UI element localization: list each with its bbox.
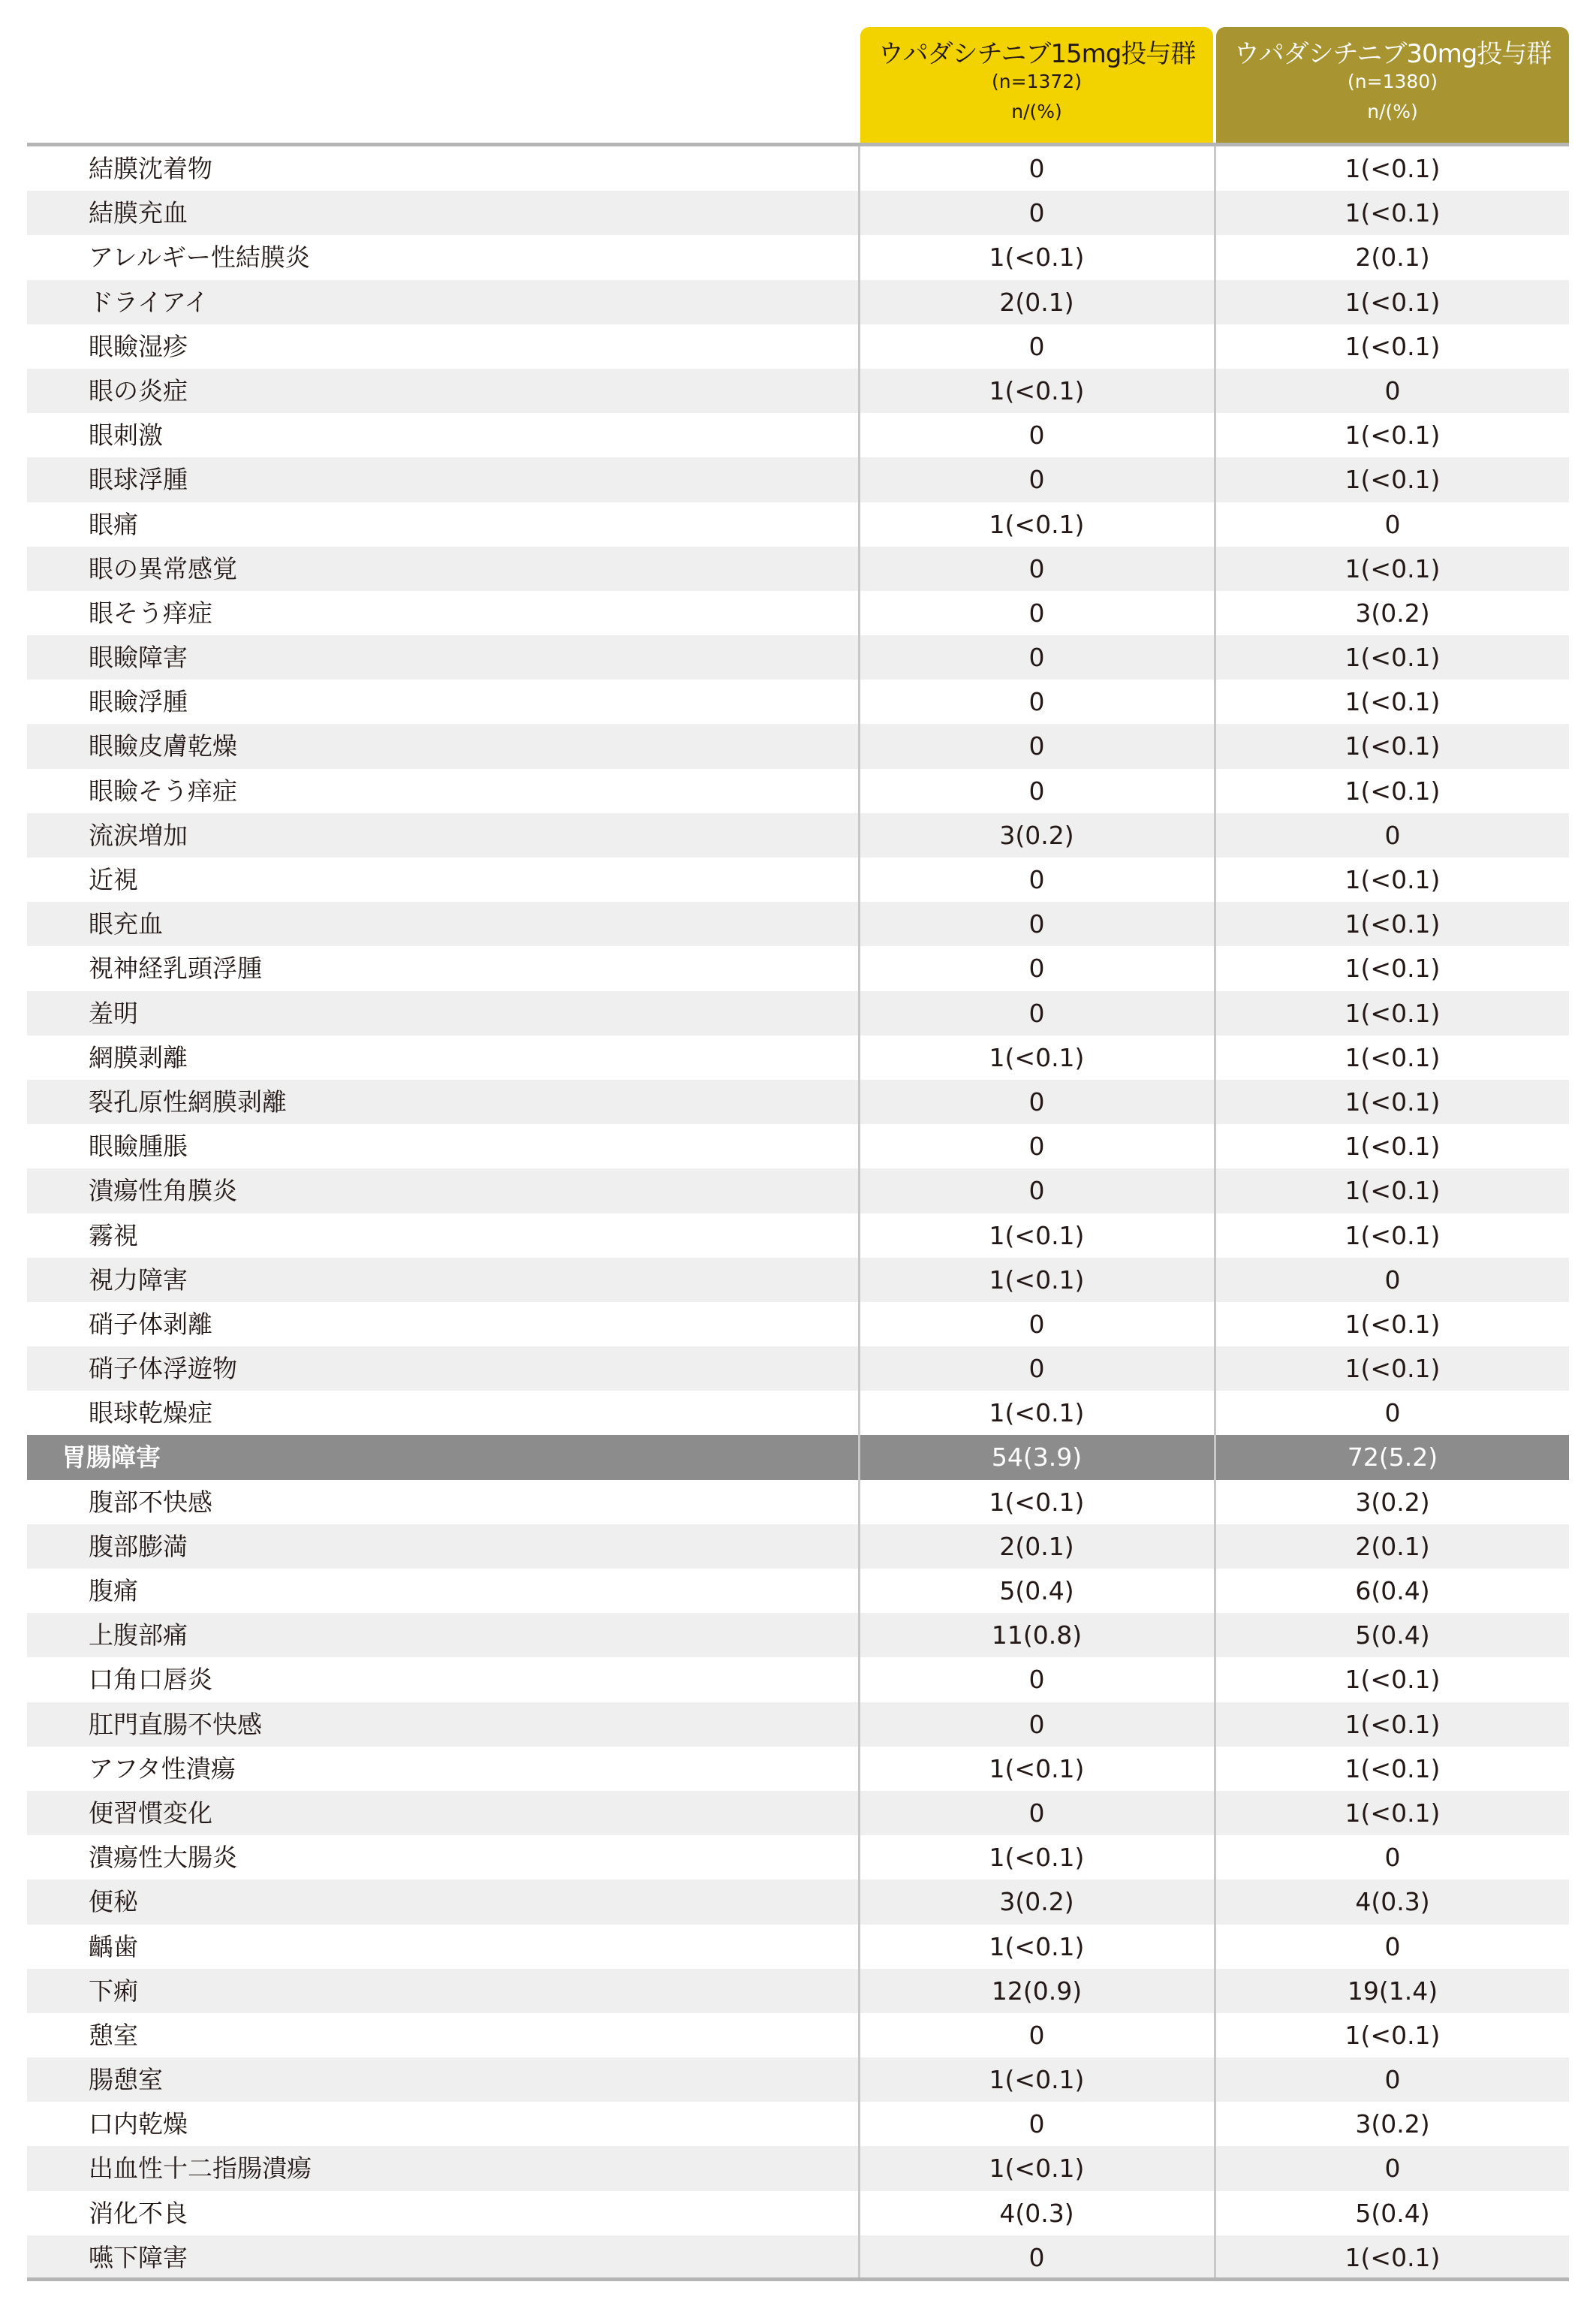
table-row bbox=[27, 858, 1569, 902]
table-row bbox=[27, 1925, 1569, 1969]
event-name: 口角口唇炎 bbox=[89, 1665, 212, 1695]
event-name: 嚥下障害 bbox=[89, 2242, 188, 2272]
value-30mg: 1(<0.1) bbox=[1345, 954, 1441, 984]
value-15mg: 0 bbox=[1028, 776, 1045, 806]
event-name: 裂孔原性網膜剥離 bbox=[89, 1087, 287, 1117]
event-name: ドライアイ bbox=[89, 287, 209, 317]
value-30mg: 1(<0.1) bbox=[1345, 198, 1441, 228]
value-30mg: 5(0.4) bbox=[1355, 1620, 1430, 1650]
value-30mg: 3(0.2) bbox=[1355, 1487, 1430, 1517]
event-name: 出血性十二指腸潰瘍 bbox=[89, 2154, 312, 2184]
value-30mg: 0 bbox=[1384, 1398, 1401, 1428]
value-15mg: 1(<0.1) bbox=[989, 375, 1085, 405]
event-name: 網膜剥離 bbox=[89, 1042, 188, 1072]
value-15mg: 0 bbox=[1028, 687, 1045, 717]
value-30mg: 0 bbox=[1384, 1265, 1401, 1295]
value-15mg: 0 bbox=[1028, 465, 1045, 495]
value-15mg: 0 bbox=[1028, 198, 1045, 228]
table-row bbox=[27, 280, 1569, 324]
value-15mg: 0 bbox=[1028, 1709, 1045, 1739]
value-30mg: 1(<0.1) bbox=[1345, 2020, 1441, 2050]
value-15mg: 3(0.2) bbox=[999, 820, 1074, 850]
value-30mg: 1(<0.1) bbox=[1345, 865, 1441, 894]
value-15mg: 0 bbox=[1028, 154, 1045, 183]
value-15mg: 0 bbox=[1028, 2242, 1045, 2272]
event-name: 腹痛 bbox=[89, 1576, 138, 1605]
value-15mg: 5(0.4) bbox=[999, 1576, 1074, 1605]
table-row bbox=[27, 769, 1569, 813]
value-30mg: 6(0.4) bbox=[1355, 1576, 1430, 1605]
event-name: 結膜沈着物 bbox=[89, 154, 212, 183]
table-row bbox=[27, 1035, 1569, 1080]
table-row bbox=[27, 1969, 1569, 2013]
event-name: 霧視 bbox=[89, 1220, 138, 1250]
value-15mg: 1(<0.1) bbox=[989, 1843, 1085, 1873]
table-row bbox=[27, 1791, 1569, 1835]
value-15mg: 1(<0.1) bbox=[989, 1487, 1085, 1517]
value-30mg: 1(<0.1) bbox=[1345, 1665, 1441, 1695]
value-15mg: 0 bbox=[1028, 1309, 1045, 1339]
value-30mg: 1(<0.1) bbox=[1345, 998, 1441, 1028]
value-30mg: 0 bbox=[1384, 1843, 1401, 1873]
value-15mg: 0 bbox=[1028, 553, 1045, 583]
event-name: 視神経乳頭浮腫 bbox=[89, 954, 262, 984]
value-30mg: 1(<0.1) bbox=[1345, 2242, 1441, 2272]
value-30mg: 1(<0.1) bbox=[1345, 331, 1441, 361]
table-row bbox=[27, 902, 1569, 946]
event-name: 眼の異常感覚 bbox=[89, 553, 237, 583]
value-15mg: 0 bbox=[1028, 1798, 1045, 1828]
table-row bbox=[27, 191, 1569, 235]
event-name: 眼球浮腫 bbox=[89, 465, 188, 495]
value-30mg: 0 bbox=[1384, 1931, 1401, 1961]
event-name: 眼瞼腫脹 bbox=[89, 1132, 188, 1162]
header-group-30mg bbox=[1216, 27, 1569, 143]
value-15mg: 1(<0.1) bbox=[989, 1265, 1085, 1295]
value-30mg: 1(<0.1) bbox=[1345, 1709, 1441, 1739]
event-name: 眼そう痒症 bbox=[89, 598, 212, 628]
table-bottom-rule bbox=[27, 2277, 1569, 2281]
table-row bbox=[27, 1302, 1569, 1346]
table-row bbox=[27, 2057, 1569, 2102]
group-30mg-n: (n=1380) bbox=[1348, 71, 1438, 92]
value-30mg: 1(<0.1) bbox=[1345, 776, 1441, 806]
event-name: 便秘 bbox=[89, 1887, 138, 1917]
table-row bbox=[27, 457, 1569, 502]
event-name: 眼球乾燥症 bbox=[89, 1398, 212, 1428]
table-row bbox=[27, 1569, 1569, 1613]
event-name: 便習慣変化 bbox=[89, 1798, 212, 1828]
event-name: アレルギー性結膜炎 bbox=[89, 243, 310, 273]
event-name: 眼瞼そう痒症 bbox=[89, 776, 237, 806]
value-15mg: 0 bbox=[1028, 1665, 1045, 1695]
value-30mg: 1(<0.1) bbox=[1345, 1354, 1441, 1384]
value-30mg: 1(<0.1) bbox=[1345, 1753, 1441, 1783]
value-15mg: 0 bbox=[1028, 865, 1045, 894]
value-15mg: 1(<0.1) bbox=[989, 2154, 1085, 2184]
value-30mg: 0 bbox=[1384, 2065, 1401, 2095]
group-30mg-unit: n/(%) bbox=[1367, 101, 1418, 122]
value-30mg: 3(0.2) bbox=[1355, 598, 1430, 628]
event-name: 流涙増加 bbox=[89, 820, 188, 850]
value-15mg: 12(0.9) bbox=[991, 1976, 1083, 2006]
table-row bbox=[27, 591, 1569, 635]
table-row bbox=[27, 1835, 1569, 1879]
event-name: 潰瘍性角膜炎 bbox=[89, 1176, 237, 1206]
value-15mg: 0 bbox=[1028, 1354, 1045, 1384]
event-name: 下痢 bbox=[89, 1976, 138, 2006]
event-name: 消化不良 bbox=[89, 2198, 188, 2228]
group-15mg-title: ウパダシチニブ15mg投与群 bbox=[878, 39, 1196, 69]
value-15mg: 0 bbox=[1028, 331, 1045, 361]
value-30mg: 1(<0.1) bbox=[1345, 731, 1441, 761]
event-name: 眼刺激 bbox=[89, 421, 163, 451]
event-name: 腹部膨満 bbox=[89, 1531, 188, 1561]
value-30mg: 1(<0.1) bbox=[1345, 465, 1441, 495]
category-row bbox=[27, 1435, 1569, 1479]
event-name: 硝子体浮遊物 bbox=[89, 1354, 237, 1384]
table-row bbox=[27, 1879, 1569, 1924]
value-15mg: 1(<0.1) bbox=[989, 1042, 1085, 1072]
table-row bbox=[27, 680, 1569, 724]
event-name: 眼充血 bbox=[89, 909, 163, 939]
event-name: 眼瞼障害 bbox=[89, 643, 188, 673]
event-name: 硝子体剥離 bbox=[89, 1309, 212, 1339]
table-row bbox=[27, 1524, 1569, 1569]
group-30mg-title: ウパダシチニブ30mg投与群 bbox=[1233, 39, 1552, 69]
value-15mg: 2(0.1) bbox=[999, 1531, 1074, 1561]
event-name: 眼痛 bbox=[89, 509, 138, 539]
event-name: 眼瞼湿疹 bbox=[89, 331, 188, 361]
event-name: 上腹部痛 bbox=[89, 1620, 188, 1650]
table-row bbox=[27, 1702, 1569, 1747]
table-row bbox=[27, 146, 1569, 191]
group-15mg-unit: n/(%) bbox=[1011, 101, 1062, 122]
table-row bbox=[27, 1124, 1569, 1168]
table-row bbox=[27, 1613, 1569, 1657]
event-name: アフタ性潰瘍 bbox=[89, 1753, 236, 1783]
value-15mg: 1(<0.1) bbox=[989, 2065, 1085, 2095]
table-row bbox=[27, 724, 1569, 768]
table-row bbox=[27, 946, 1569, 990]
event-name: 眼の炎症 bbox=[89, 375, 188, 405]
value-15mg: 0 bbox=[1028, 598, 1045, 628]
event-name: 口内乾燥 bbox=[89, 2109, 188, 2139]
value-30mg: 1(<0.1) bbox=[1345, 553, 1441, 583]
value-30mg: 1(<0.1) bbox=[1345, 1176, 1441, 1206]
table-row bbox=[27, 1391, 1569, 1435]
value-15mg: 1(<0.1) bbox=[989, 1753, 1085, 1783]
value-15mg: 0 bbox=[1028, 909, 1045, 939]
value-30mg: 19(1.4) bbox=[1347, 1976, 1438, 2006]
value-15mg: 4(0.3) bbox=[999, 2198, 1074, 2228]
value-30mg: 1(<0.1) bbox=[1345, 1798, 1441, 1828]
event-name: 腸憩室 bbox=[89, 2065, 163, 2095]
value-15mg: 0 bbox=[1028, 2020, 1045, 2050]
event-name: 視力障害 bbox=[89, 1265, 188, 1295]
value-15mg: 0 bbox=[1028, 998, 1045, 1028]
value-30mg: 2(0.1) bbox=[1355, 1531, 1430, 1561]
table-row bbox=[27, 1346, 1569, 1391]
value-30mg: 0 bbox=[1384, 2154, 1401, 2184]
group-15mg-n: (n=1372) bbox=[992, 71, 1082, 92]
value-15mg: 0 bbox=[1028, 421, 1045, 451]
value-30mg: 2(0.1) bbox=[1355, 243, 1430, 273]
table-row bbox=[27, 502, 1569, 547]
value-15mg: 0 bbox=[1028, 643, 1045, 673]
table-row bbox=[27, 2102, 1569, 2146]
category-name: 胃腸障害 bbox=[62, 1442, 161, 1473]
value-30mg: 1(<0.1) bbox=[1345, 1042, 1441, 1072]
table-row bbox=[27, 1747, 1569, 1791]
value-30mg: 1(<0.1) bbox=[1345, 154, 1441, 183]
event-name: 羞明 bbox=[89, 998, 138, 1028]
value-30mg: 1(<0.1) bbox=[1345, 909, 1441, 939]
table-row bbox=[27, 813, 1569, 858]
table-row bbox=[27, 1480, 1569, 1524]
event-name: 齲歯 bbox=[89, 1931, 138, 1961]
table-row bbox=[27, 2191, 1569, 2235]
event-name: 結膜充血 bbox=[89, 198, 188, 228]
value-30mg: 3(0.2) bbox=[1355, 2109, 1430, 2139]
value-15mg: 0 bbox=[1028, 1132, 1045, 1162]
value-30mg: 0 bbox=[1384, 820, 1401, 850]
table-row bbox=[27, 1080, 1569, 1124]
table-row bbox=[27, 1657, 1569, 1702]
value-15mg: 11(0.8) bbox=[991, 1620, 1083, 1650]
value-30mg: 1(<0.1) bbox=[1345, 687, 1441, 717]
table-row bbox=[27, 369, 1569, 413]
value-15mg: 0 bbox=[1028, 1176, 1045, 1206]
event-name: 近視 bbox=[89, 865, 138, 894]
event-name: 眼瞼浮腫 bbox=[89, 687, 188, 717]
value-15mg: 0 bbox=[1028, 954, 1045, 984]
value-15mg: 1(<0.1) bbox=[989, 1220, 1085, 1250]
value-15mg: 2(0.1) bbox=[999, 287, 1074, 317]
value-30mg: 0 bbox=[1384, 375, 1401, 405]
table-row bbox=[27, 635, 1569, 680]
value-30mg: 1(<0.1) bbox=[1345, 1220, 1441, 1250]
value-15mg: 0 bbox=[1028, 1087, 1045, 1117]
table-row bbox=[27, 413, 1569, 457]
event-name: 憩室 bbox=[89, 2020, 138, 2050]
value-15mg: 54(3.9) bbox=[991, 1442, 1083, 1473]
table-row bbox=[27, 1168, 1569, 1213]
table-row bbox=[27, 235, 1569, 279]
table-row bbox=[27, 2146, 1569, 2190]
value-30mg: 1(<0.1) bbox=[1345, 287, 1441, 317]
value-15mg: 1(<0.1) bbox=[989, 509, 1085, 539]
value-15mg: 0 bbox=[1028, 731, 1045, 761]
table-row bbox=[27, 1258, 1569, 1302]
event-name: 潰瘍性大腸炎 bbox=[89, 1843, 237, 1873]
adverse-event-table bbox=[27, 146, 1569, 2280]
table-row bbox=[27, 324, 1569, 369]
table-row bbox=[27, 2013, 1569, 2057]
value-30mg: 1(<0.1) bbox=[1345, 1087, 1441, 1117]
value-30mg: 72(5.2) bbox=[1347, 1442, 1438, 1473]
column-divider-2 bbox=[1214, 146, 1216, 2277]
table-row bbox=[27, 991, 1569, 1035]
value-30mg: 1(<0.1) bbox=[1345, 1132, 1441, 1162]
table-row bbox=[27, 547, 1569, 591]
value-15mg: 1(<0.1) bbox=[989, 243, 1085, 273]
value-30mg: 1(<0.1) bbox=[1345, 1309, 1441, 1339]
table-row bbox=[27, 2235, 1569, 2280]
value-30mg: 1(<0.1) bbox=[1345, 421, 1441, 451]
value-30mg: 4(0.3) bbox=[1355, 1887, 1430, 1917]
event-name: 肛門直腸不快感 bbox=[89, 1709, 262, 1739]
event-name: 眼瞼皮膚乾燥 bbox=[89, 731, 237, 761]
value-15mg: 1(<0.1) bbox=[989, 1398, 1085, 1428]
value-30mg: 0 bbox=[1384, 509, 1401, 539]
table-row bbox=[27, 1213, 1569, 1258]
value-15mg: 3(0.2) bbox=[999, 1887, 1074, 1917]
value-15mg: 1(<0.1) bbox=[989, 1931, 1085, 1961]
header-group-15mg bbox=[860, 27, 1213, 143]
value-30mg: 5(0.4) bbox=[1355, 2198, 1430, 2228]
value-30mg: 1(<0.1) bbox=[1345, 643, 1441, 673]
column-divider-1 bbox=[858, 146, 860, 2277]
event-name: 腹部不快感 bbox=[89, 1487, 212, 1517]
value-15mg: 0 bbox=[1028, 2109, 1045, 2139]
